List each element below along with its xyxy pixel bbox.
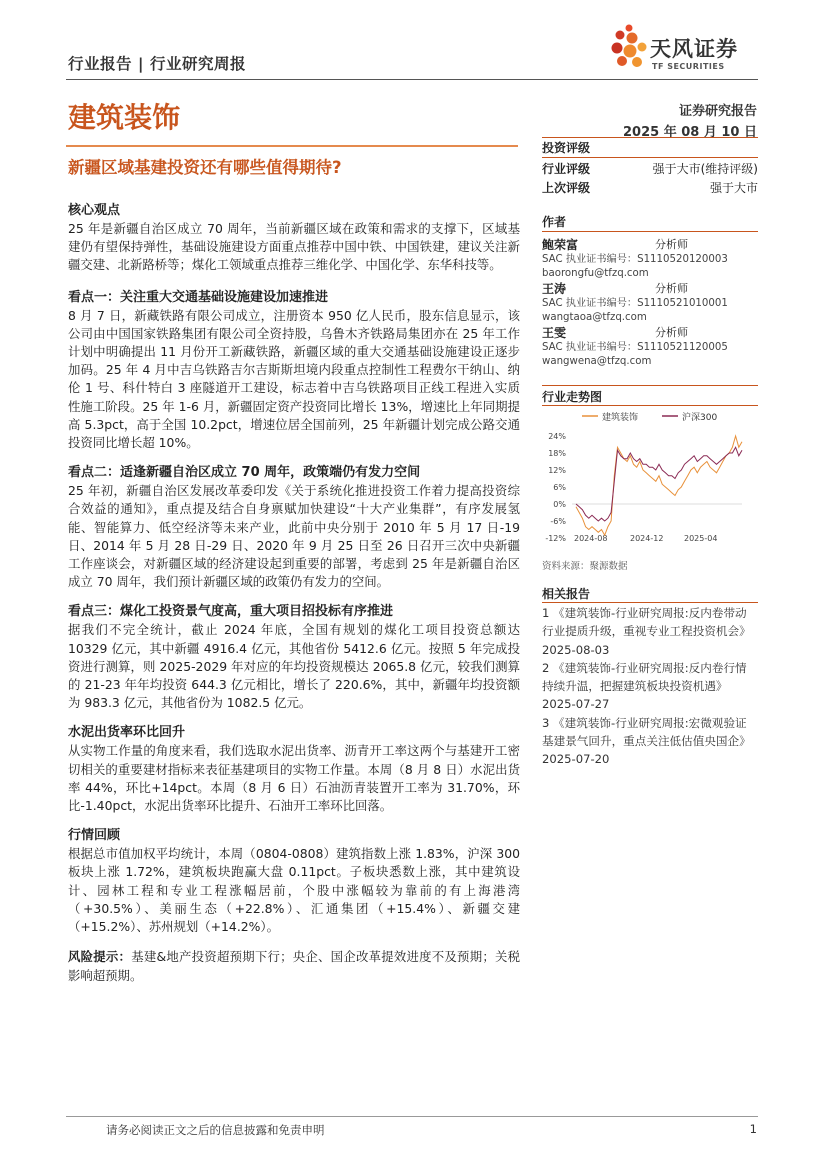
- industry-rating-value: 强于大市(维持评级): [652, 162, 758, 176]
- risk-label: 风险提示：: [68, 949, 132, 965]
- author-name: 鲍荣富: [542, 238, 579, 252]
- section-body: 25 年是新疆自治区成立 70 周年，当前新疆区域在政策和需求的支撑下，区域基建仍有望保持弹性，基础设施建设方面重点推荐中国中铁、中国铁建，建议关注新疆交建、北新路桥等；煤化工领域重点推荐三维化学、中国化学、东华科技等。: [68, 221, 520, 273]
- rating-heading: 投资评级: [542, 141, 591, 155]
- trend-heading: 行业走势图: [542, 390, 603, 404]
- section-heading: 核心观点: [68, 203, 121, 218]
- trend-top-rule: [542, 385, 758, 386]
- report-type: 行业报告 | 行业研究周报: [68, 55, 246, 73]
- section-point-2: [68, 464, 520, 591]
- series-line: [576, 436, 742, 535]
- legend-label: 建筑装饰: [602, 413, 639, 423]
- x-tick-label: 2024-08: [574, 534, 608, 543]
- authors-rule: [542, 231, 758, 232]
- y-tick-label: -12%: [545, 534, 566, 543]
- section-body: 8 月 7 日，新藏铁路有限公司成立，注册资本 950 亿人民币，股东信息显示，该公司由中国国家铁路集团有限公司全资持股，乌鲁木齐铁路局集团亦在 25 年工作计划中明确提出 11 月份开工新藏铁路，新疆区域的重大交通基础设施建设正逐步加码。25 年 4 月中吉乌铁路吉尔吉斯斯坦境内段重点控制性工程费尔干纳山、纳伦 1 号、科什特白 3 座隧道开工建设，标志着中吉乌铁路项目正线工程进入实质性施工阶段。25 年 1-6 月，新疆固定资产投资同比增长 13%，增速比上年同期提高 5.3pct，高于全国 10.2pct，增速位居全国前列，25 年新疆计划完成公路交通投资同比增长超 10%。: [68, 307, 520, 451]
- y-tick-label: 18%: [548, 449, 566, 458]
- trend-chart: [542, 406, 758, 556]
- title-rule: [66, 145, 518, 147]
- section-heading: 看点三：煤化工投资景气度高，重大项目招投标有序推进: [68, 604, 394, 620]
- rating-top-rule: [542, 137, 758, 138]
- section-heading: 行情回顾: [68, 828, 121, 844]
- logo-mark-icon: [608, 24, 650, 70]
- author-card: [542, 236, 758, 281]
- author-card: [542, 280, 758, 325]
- related-item[interactable]: 3 《建筑装饰-行业研究周报:宏微观验证基建景气回升，重点关注低估值央国企》 2025-07-20: [542, 715, 751, 767]
- section-core: [68, 202, 520, 275]
- report-title: 新疆区域基建投资还有哪些值得期待?: [68, 158, 342, 177]
- author-sac: SAC 执业证书编号：S1110521010001: [542, 298, 728, 309]
- sector-title: 建筑装饰: [68, 101, 181, 134]
- author-sac: SAC 执业证书编号：S1110521120005: [542, 342, 728, 353]
- y-tick-label: 24%: [548, 432, 566, 441]
- related-item[interactable]: 2 《建筑装饰-行业研究周报:反内卷行情持续升温，把握建筑板块投资机遇》 2025-07-27: [542, 660, 747, 712]
- header-divider: [66, 79, 758, 80]
- author-email: wangwena@tfzq.com: [542, 356, 652, 367]
- y-tick-label: 0%: [553, 500, 566, 509]
- y-tick-label: 12%: [548, 466, 566, 475]
- section-body: 25 年初，新疆自治区发展改革委印发《关于系统化推进投资工作着力提高投资综合效益的通知》，重点提及结合自身禀赋加快建设“十大产业集群”，有序发展氢能、智能算力、低空经济等未来产业，此前中央分别于 2010 年 5 月 17 日-19 日、2014 年 5 月 28 日-29 日、2020 年 9 月 25 日至 26 日召开三次中央新疆工作座谈会，对新疆区域的经济建设起到重要的部署，考虑到 25 年是新疆自治区成立 70 周年，我们预计新疆区域的政策仍有发力的空间。: [68, 483, 520, 590]
- authors-heading: 作者: [542, 215, 567, 229]
- previous-rating-label: 上次评级: [542, 181, 591, 195]
- industry-rating-row: [542, 160, 758, 177]
- risk-body: 基建&地产投资超预期下行；央企、国企改革提效进度不及预期；关税影响超预期。: [68, 949, 521, 983]
- related-item[interactable]: 1 《建筑装饰-行业研究周报:反内卷带动行业提质升级，重视专业工程投资机会》 2025-08-03: [542, 606, 751, 657]
- section-market: [68, 827, 520, 936]
- author-name: 王雯: [542, 326, 567, 340]
- x-tick-label: 2024-12: [630, 534, 664, 543]
- author-sac: SAC 执业证书编号：S1110520120003: [542, 254, 728, 265]
- related-heading: 相关报告: [542, 587, 591, 601]
- page-number: 1: [749, 1122, 757, 1136]
- y-tick-label: -6%: [550, 517, 566, 526]
- author-email: baorongfu@tfzq.com: [542, 268, 649, 279]
- section-heading: 看点一：关注重大交通基础设施建设加速推进: [68, 289, 329, 305]
- author-email: wangtaoa@tfzq.com: [542, 312, 647, 323]
- logo-text-cn: 天风证券: [650, 37, 738, 61]
- logo-text-en: TF SECURITIES: [652, 62, 725, 71]
- x-tick-label: 2025-04: [684, 534, 718, 543]
- footer-disclaimer: 请务必阅读正文之后的信息披露和免责申明: [106, 1123, 325, 1137]
- section-heading: 看点二：适逢新疆自治区成立 70 周年，政策端仍有发力空间: [68, 465, 421, 481]
- rating-rule: [542, 157, 758, 158]
- section-cement: [68, 724, 520, 815]
- y-tick-label: 6%: [553, 483, 566, 492]
- related-list: [542, 604, 758, 769]
- series-line: [576, 447, 742, 521]
- research-label: 证券研究报告: [678, 104, 757, 119]
- author-role: 分析师: [655, 282, 688, 295]
- legend-label: 沪深300: [682, 413, 718, 423]
- author-role: 分析师: [655, 326, 688, 339]
- section-body: 从实物工作量的角度来看，我们选取水泥出货率、沥青开工率这两个与基建开工密切相关的重要建材指标来表征基建项目的实物工作量。本周（8 月 8 日）水泥出货率 44%，环比+14pct。本周（8 月 6 日）石油沥青装置开工率为 31.70%，环比-1.40pct，水泥出货率环比提升、石油开工率环比回落。: [68, 743, 520, 814]
- section-heading: 水泥出货率环比回升: [68, 725, 186, 741]
- related-rule: [542, 602, 758, 603]
- author-role: 分析师: [655, 238, 688, 251]
- author-card: [542, 324, 758, 369]
- footer-divider: [66, 1116, 758, 1117]
- company-logo: [608, 20, 758, 72]
- section-point-3: [68, 603, 520, 712]
- previous-rating-value: 强于大市: [709, 181, 758, 195]
- industry-rating-label: 行业评级: [542, 162, 591, 176]
- section-point-1: [68, 289, 520, 453]
- section-body: 根据总市值加权平均统计，本周（0804-0808）建筑指数上涨 1.83%，沪深 300 板块上涨 1.72%，建筑板块跑赢大盘 0.11pct。子板块悉数上涨，其中建筑设计、园林工程和专业工程涨幅居前，个股中涨幅较为靠前的有上海港湾（+30.5%）、美丽生态（+22.8%）、汇通集团（+15.4%）、新疆交建（+15.2%）、苏州规划（+14.2%）。: [68, 846, 520, 935]
- author-name: 王涛: [542, 282, 567, 296]
- previous-rating-row: [542, 179, 758, 196]
- chart-source: 资料来源：聚源数据: [542, 561, 628, 572]
- risk-warning: [68, 948, 520, 984]
- report-date: 2025 年 08 月 10 日: [623, 125, 757, 140]
- section-body: 据我们不完全统计，截止 2024 年底，全国有规划的煤化工项目投资总额达 10329 亿元，其中新疆 4916.4 亿元，其他省份 5412.6 亿元。按照 5 年完成投资进行测算，则 2025-2029 年对应的年均投资规模达 2065.8 亿元，较我们测算的 21-23 年年均投资 644.3 亿元相比，增长了 220.6%，其中，新疆年均投资额为 983.3 亿元，其他省份为 1082.5 亿元。: [68, 622, 520, 711]
- main-content: [68, 202, 520, 997]
